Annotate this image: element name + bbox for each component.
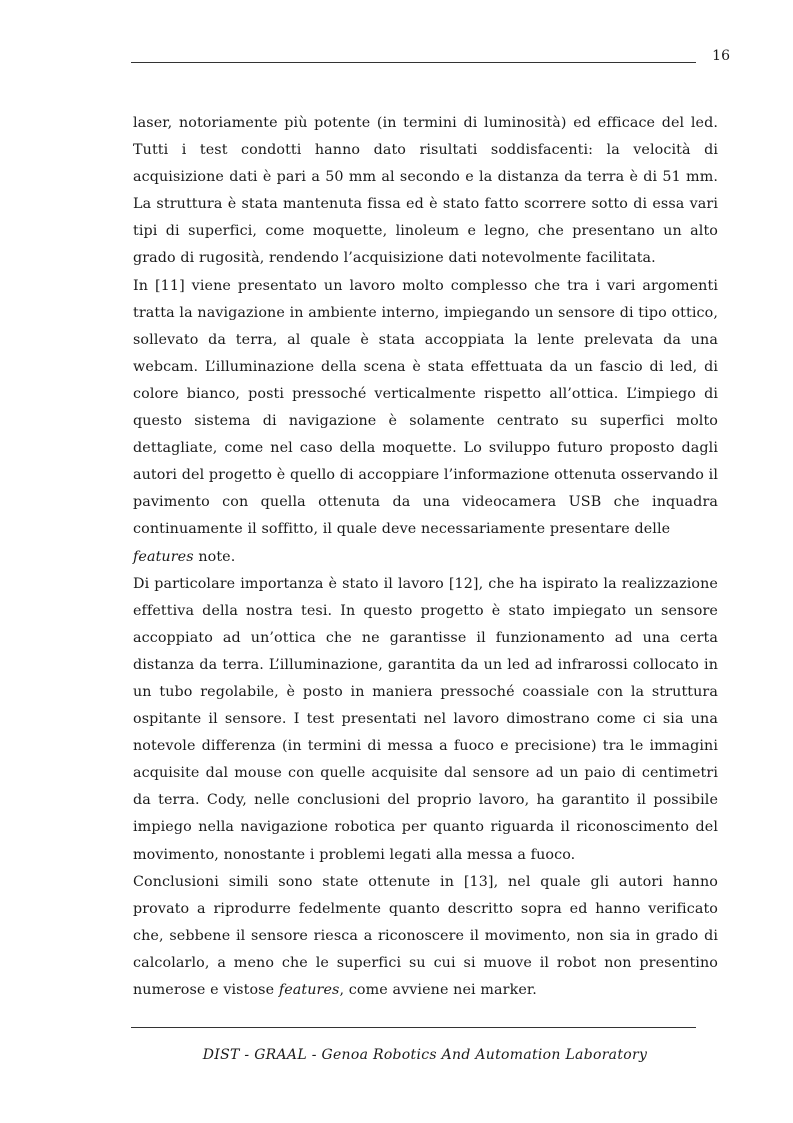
paragraph-2-text: In [11] viene presentato un lavoro molto complesso che tra i vari argomenti tratta la navigazione in ambiente interno, impiegando un sensore di tipo ottico, sollevato da terra, al quale è stata accoppiata la lente prelevata da una webcam. L’illuminazione della scena è stata effettuata da un fascio di led, di colore bianco, posti pressoché verticalmente rispetto all’ottica. L’impiego di questo sistema di navigazione è solamente centrato su superfici molto dettagliate, come nel caso della moquette. Lo sviluppo futuro proposto dagli autori del progetto è quello di accoppiare l’informazione ottenuta osservando il pavimento con quella ottenuta da una videocamera USB che inquadra continuamente il soffitto, il quale deve necessariamente presentare delle xyxy=(133,277,718,538)
footer-text: DIST - GRAAL - Genoa Robotics And Automation Laboratory xyxy=(202,1047,648,1063)
page-number: 16 xyxy=(712,48,730,64)
footer-rule xyxy=(131,1027,696,1028)
paragraph-2 xyxy=(133,273,718,571)
body-text xyxy=(133,110,718,1004)
paragraph-4-italic: features xyxy=(278,982,340,998)
header-rule xyxy=(131,62,696,63)
paragraph-2-end: note. xyxy=(193,548,236,565)
paragraph-4-end: , come avviene nei marker. xyxy=(339,982,537,998)
paragraph-1: laser, notoriamente più potente (in termini di luminosità) ed efficace del led. Tutti i test condotti hanno dato risultati soddisfacenti: la velocità di acquisizione dati è pari a 50 mm al secondo e la distanza da terra è di 51 mm. La struttura è stata mantenuta fissa ed è stato fatto scorrere sotto di essa vari tipi di superfici, come moquette, linoleum e legno, che presentano un alto grado di rugosità, rendendo l’acquisizione dati notevolmente facilitata. xyxy=(133,115,718,267)
paragraph-4-text: Conclusioni simili sono state ottenute in [13], nel quale gli autori hanno provato a riprodurre fedelmente quanto descritto sopra ed hanno verificato che, sebbene il sensore riesca a riconoscere il movimento, non sia in grado di calcolarlo, a meno che le superfici su cui si muove il robot non presentino numerose e vistose xyxy=(133,873,718,998)
paragraph-2-italic: features xyxy=(133,548,194,565)
paragraph-4 xyxy=(133,869,718,1004)
paragraph-3: Di particolare importanza è stato il lavoro [12], che ha ispirato la realizzazione effettiva della nostra tesi. In questo progetto è stato impiegato un sensore accoppiato ad un’ottica che ne garantisse il funzionamento ad una certa distanza da terra. L’illuminazione, garantita da un led ad infrarossi collocato in un tubo regolabile, è posto in maniera pressoché coassiale con la struttura ospitante il sensore. I test presentati nel lavoro dimostrano come ci sia una notevole differenza (in termini di messa a fuoco e precisione) tra le immagini acquisite dal mouse con quelle acquisite dal sensore ad un paio di centimetri da terra. Cody, nelle conclusioni del proprio lavoro, ha garantito il possibile impiego nella navigazione robotica per quanto riguarda il riconoscimento del movimento, nonostante i problemi legati alla messa a fuoco. xyxy=(133,575,718,863)
